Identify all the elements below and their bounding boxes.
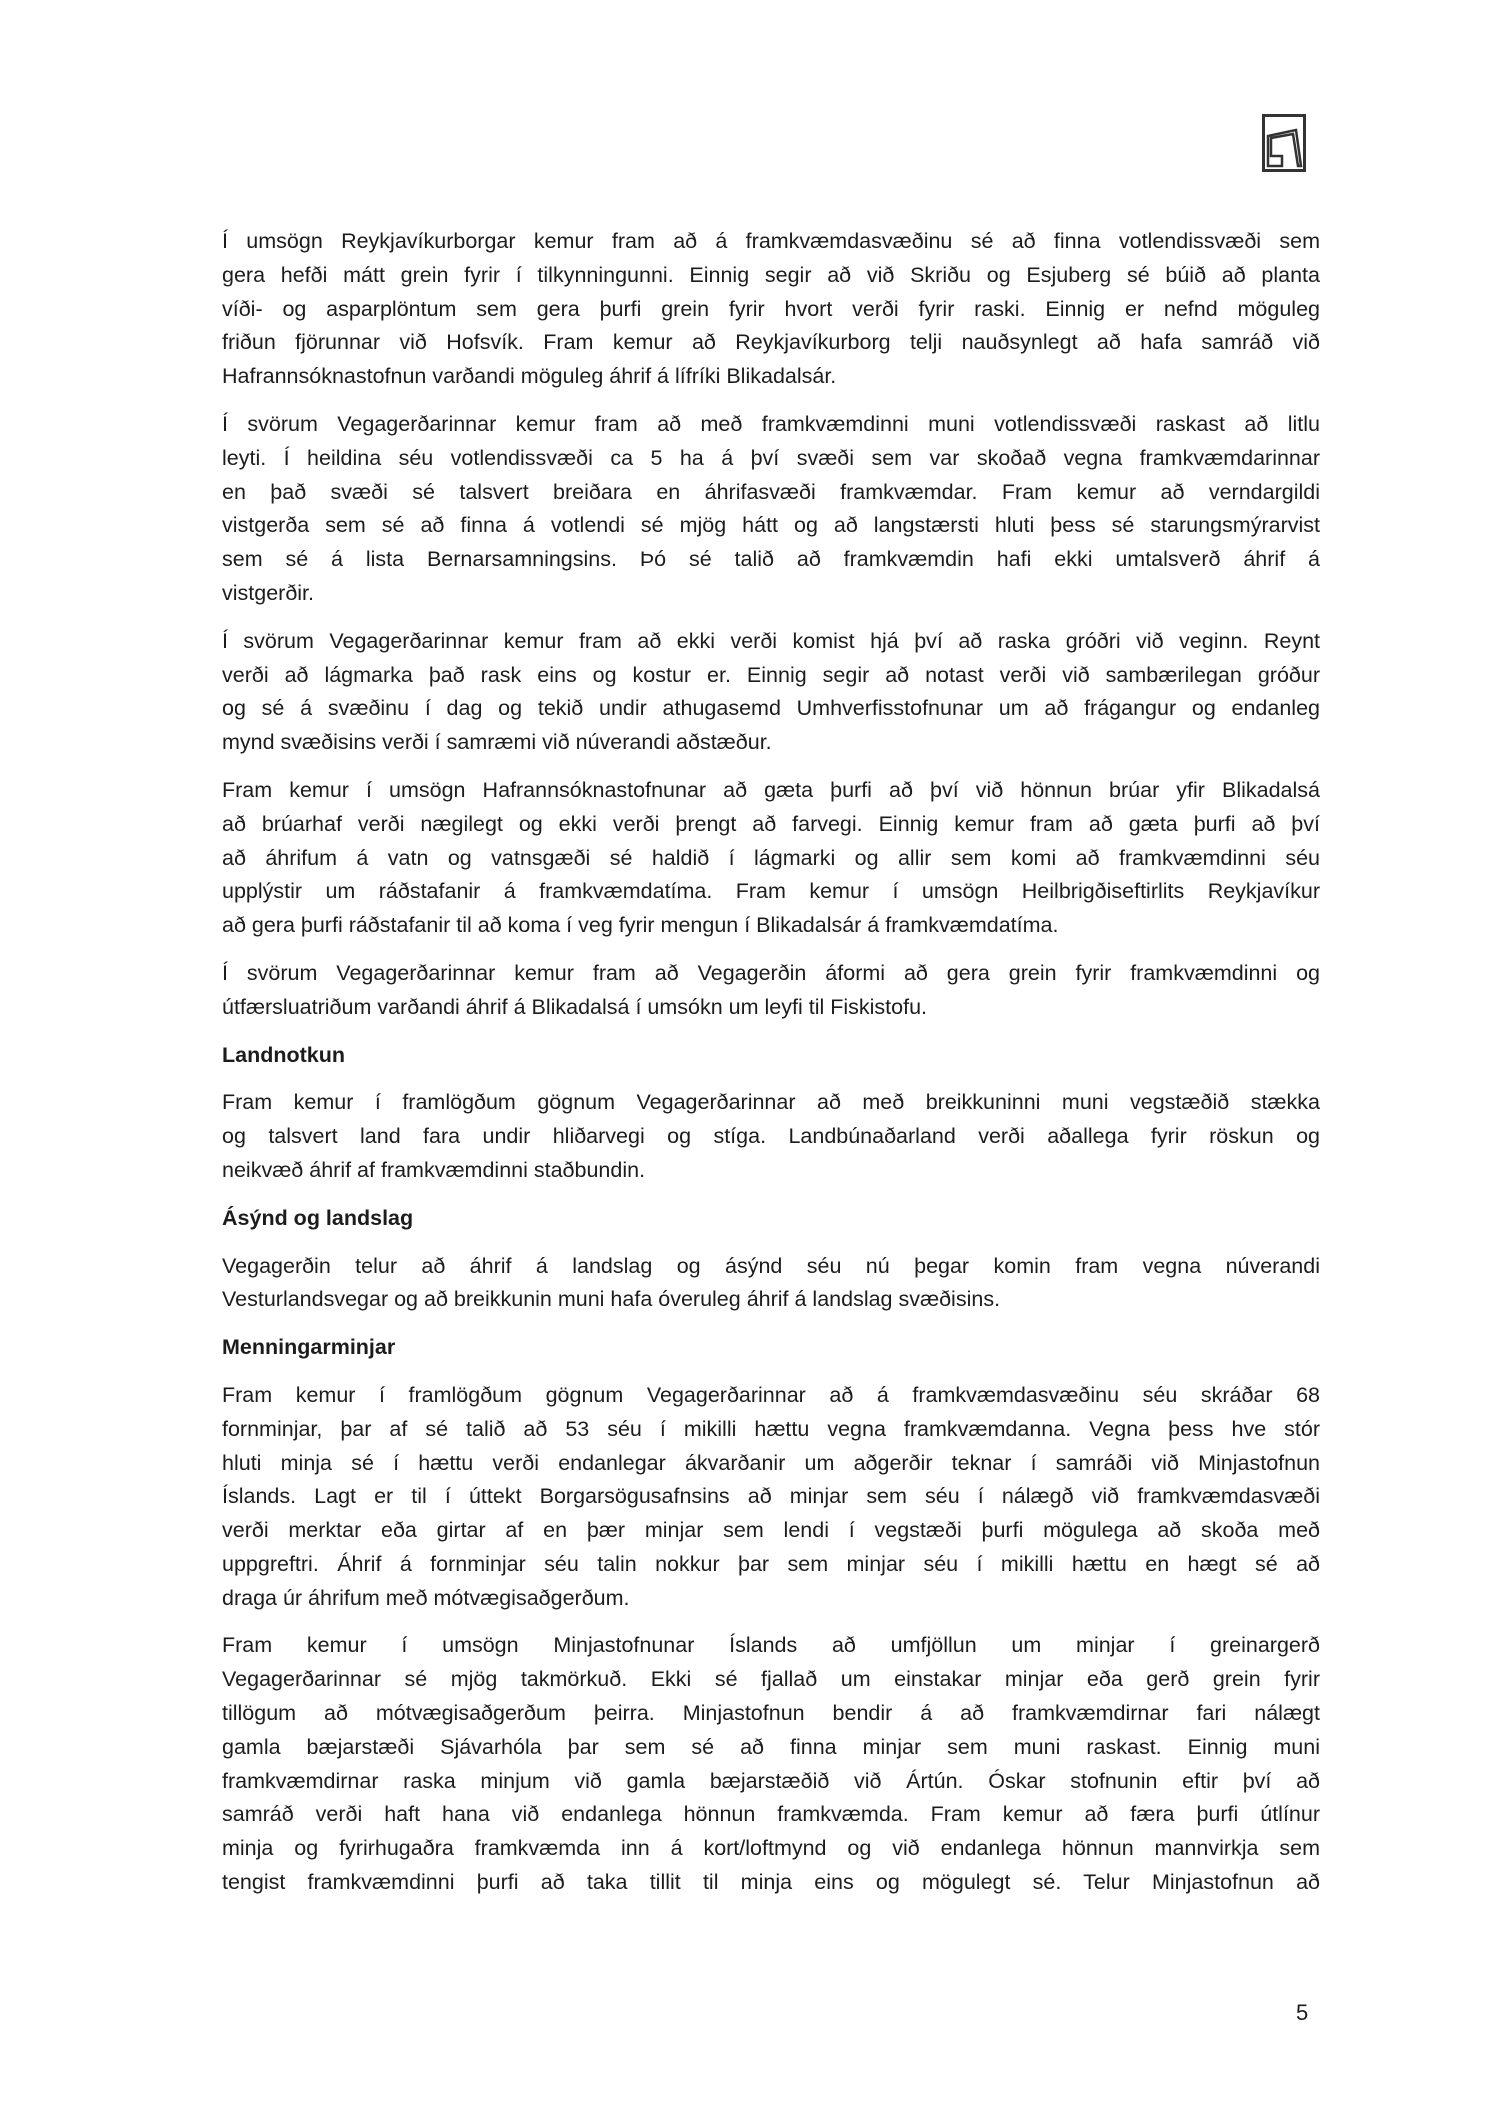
text-line: Í svörum Vegagerðarinnar kemur fram að með framkvæmdinni muni votlendissvæði raskast að litlu xyxy=(222,411,1320,436)
text-line: gera hefði mátt grein fyrir í tilkynningunni. Einnig segir að við Skriðu og Esjuberg sé búið að planta xyxy=(222,262,1320,287)
text-line: leyti. Í heildina séu votlendissvæði ca 5 ha á því svæði sem var skoðað vegna framkvæmdarinnar xyxy=(222,445,1320,470)
text-line: Fram kemur í framlögðum gögnum Vegagerðarinnar að á framkvæmdasvæðinu séu skráðar 68 xyxy=(222,1382,1320,1407)
section-heading: Menningarminjar xyxy=(222,1335,396,1360)
text-line: að gera þurfi ráðstafanir til að koma í veg fyrir mengun í Blikadalsár á framkvæmdatíma. xyxy=(222,913,1059,938)
paragraph xyxy=(222,1379,1320,1616)
text-line: Í svörum Vegagerðarinnar kemur fram að ekki verði komist hjá því að raska gróðri við veginn. Reynt xyxy=(222,628,1320,653)
text-line: verði merktar eða girtar af en þær minjar sem lendi í vegstæði þurfi mögulega að skoða með xyxy=(222,1518,1320,1543)
text-line: fornminjar, þar af sé talið að 53 séu í mikilli hættu vegna framkvæmdanna. Vegna þess hve stór xyxy=(222,1416,1320,1441)
section-heading: Landnotkun xyxy=(222,1042,346,1067)
text-line: Fram kemur í framlögðum gögnum Vegagerðarinnar að með breikkuninni muni vegstæðið stækka xyxy=(222,1090,1320,1115)
text-line: gamla bæjarstæði Sjávarhóla þar sem sé að finna minjar sem muni raskast. Einnig muni xyxy=(222,1734,1320,1759)
text-line: tillögum að mótvægisaðgerðum þeirra. Minjastofnun bendir á að framkvæmdirnar fari nálægt xyxy=(222,1701,1320,1726)
text-line: neikvæð áhrif af framkvæmdinni staðbundin. xyxy=(222,1157,646,1182)
text-line: hluti minja sé í hættu verði endanlegar ákvarðanir um aðgerðir teknar í samráði við Minjastofnun xyxy=(222,1450,1320,1475)
text-line: upplýstir um ráðstafanir á framkvæmdatíma. Fram kemur í umsögn Heilbrigðiseftirlits Reykjavíkur xyxy=(222,879,1320,904)
text-line: og talsvert land fara undir hliðarvegi og stíga. Landbúnaðarland verði aðallega fyrir röskun og xyxy=(222,1124,1320,1149)
paragraph xyxy=(222,408,1320,611)
text-line: tengist framkvæmdinni þurfi að taka tillit til minja eins og mögulegt sé. Telur Minjastofnun að xyxy=(222,1870,1320,1895)
paragraph xyxy=(222,1086,1320,1187)
paragraph xyxy=(222,1629,1320,1899)
paragraph xyxy=(222,957,1320,1025)
text-line: verði að lágmarka það rask eins og kostur er. Einnig segir að notast verði við sambærilegan gróður xyxy=(222,662,1320,687)
paragraph xyxy=(222,625,1320,760)
text-line: mynd svæðisins verði í samræmi við núverandi aðstæður. xyxy=(222,730,772,755)
section-heading: Ásýnd og landslag xyxy=(222,1205,414,1230)
text-line: vistgerða sem sé að finna á votlendi sé mjög hátt og að langstærsti hluti þess sé starungsmýrarvist xyxy=(222,513,1320,538)
organization-logo-icon xyxy=(1262,114,1306,172)
text-line: Vesturlandsvegar og að breikkunin muni hafa óveruleg áhrif á landslag svæðisins. xyxy=(222,1287,1001,1312)
page-number: 5 xyxy=(1296,2000,1309,2025)
paragraph xyxy=(222,225,1320,394)
text-line: Fram kemur í umsögn Hafrannsóknastofnunar að gæta þurfi að því við hönnun brúar yfir Blikadalsá xyxy=(222,777,1320,802)
text-line: Hafrannsóknastofnun varðandi möguleg áhrif á lífríki Blikadalsár. xyxy=(222,364,837,389)
text-line: og sé á svæðinu í dag og tekið undir athugasemd Umhverfisstofnunar um að frágangur og endanleg xyxy=(222,696,1320,721)
text-line: að brúarhaf verði nægilegt og ekki verði þrengt að farvegi. Einnig kemur fram að gæta þurfi að því xyxy=(222,811,1320,836)
text-line: vistgerðir. xyxy=(222,580,315,605)
paragraph xyxy=(222,774,1320,943)
text-line: víði- og asparplöntum sem gera þurfi grein fyrir hvort verði fyrir raski. Einnig er nefnd möguleg xyxy=(222,296,1320,321)
document-body xyxy=(222,225,1320,1914)
text-line: sem sé á lista Bernarsamningsins. Þó sé talið að framkvæmdin hafi ekki umtalsverð áhrif á xyxy=(222,547,1320,572)
text-line: friðun fjörunnar við Hofsvík. Fram kemur að Reykjavíkurborg telji nauðsynlegt að hafa samráð við xyxy=(222,330,1320,355)
text-line: minja og fyrirhugaðra framkvæmda inn á kort/loftmynd og við endanlega hönnun mannvirkja sem xyxy=(222,1836,1320,1861)
paragraph xyxy=(222,1250,1320,1318)
text-line: uppgreftri. Áhrif á fornminjar séu talin nokkur þar sem minjar séu í mikilli hættu en hægt sé að xyxy=(222,1551,1320,1576)
text-line: framkvæmdirnar raska minjum við gamla bæjarstæðið við Ártún. Óskar stofnunin eftir því að xyxy=(222,1768,1320,1793)
text-line: Íslands. Lagt er til í úttekt Borgarsögusafnsins að minjar sem séu í nálægð við framkvæmdasvæði xyxy=(222,1484,1320,1509)
text-line: Fram kemur í umsögn Minjastofnunar Íslands að umfjöllun um minjar í greinargerð xyxy=(222,1633,1320,1658)
text-line: Vegagerðin telur að áhrif á landslag og ásýnd séu nú þegar komin fram vegna núverandi xyxy=(222,1253,1320,1278)
text-line: Í umsögn Reykjavíkurborgar kemur fram að á framkvæmdasvæðinu sé að finna votlendissvæði sem xyxy=(222,229,1320,253)
text-line: samráð verði haft hana við endanlega hönnun framkvæmda. Fram kemur að færa þurfi útlínur xyxy=(222,1802,1320,1827)
text-line: útfærsluatriðum varðandi áhrif á Blikadalsá í umsókn um leyfi til Fiskistofu. xyxy=(222,994,927,1019)
text-line: draga úr áhrifum með mótvægisaðgerðum. xyxy=(222,1585,630,1610)
text-line: að áhrifum á vatn og vatnsgæði sé haldið í lágmarki og allir sem komi að framkvæmdinni séu xyxy=(222,845,1320,870)
text-line: en það svæði sé talsvert breiðara en áhrifasvæði framkvæmdar. Fram kemur að verndargildi xyxy=(222,479,1320,504)
text-line: Vegagerðarinnar sé mjög takmörkuð. Ekki sé fjallað um einstakar minjar eða gerð grein fyrir xyxy=(222,1667,1320,1692)
text-line: Í svörum Vegagerðarinnar kemur fram að Vegagerðin áformi að gera grein fyrir framkvæmdinni og xyxy=(222,960,1320,985)
